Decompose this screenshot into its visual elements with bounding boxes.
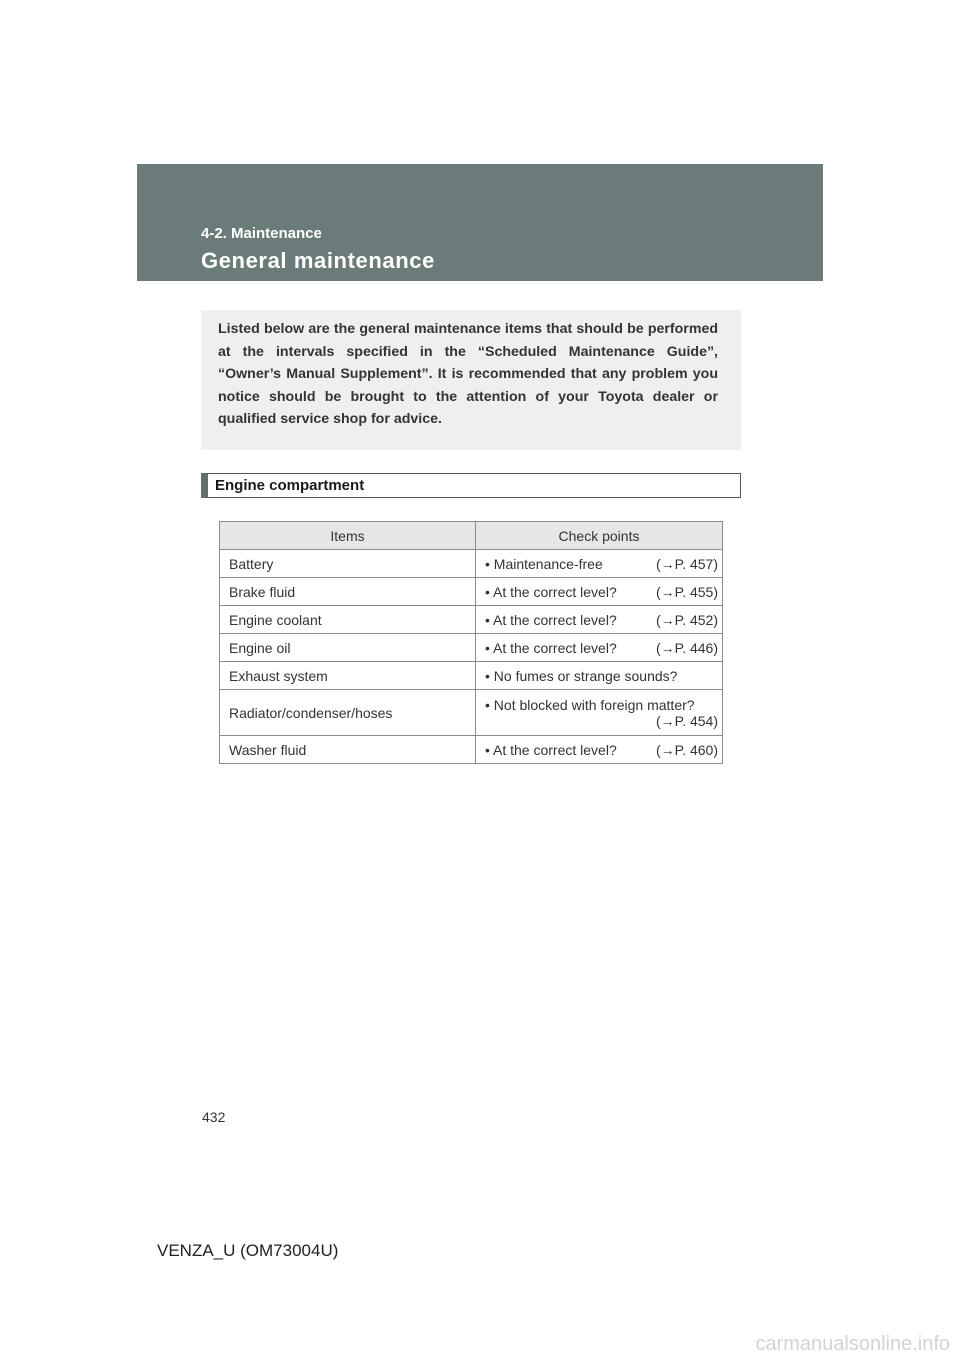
intro-box <box>201 310 741 450</box>
maintenance-table <box>219 521 723 764</box>
page-number: 432 <box>202 1109 226 1125</box>
table-row <box>220 578 723 606</box>
check-text: • At the correct level? <box>485 611 617 628</box>
check-text: • At the correct level? <box>485 741 617 758</box>
check-cell <box>476 690 723 736</box>
page-reference: (→P. 452) <box>656 611 718 628</box>
table-row <box>220 690 723 736</box>
check-text: • At the correct level? <box>485 583 617 600</box>
check-text: • Maintenance-free <box>485 555 603 572</box>
page-reference: (→P. 457) <box>656 555 718 572</box>
document-code: VENZA_U (OM73004U) <box>157 1241 339 1260</box>
section-label: 4-2. Maintenance <box>201 225 322 242</box>
check-cell <box>476 606 723 634</box>
table-row <box>220 662 723 690</box>
item-cell: Engine oil <box>220 634 476 662</box>
check-cell <box>476 736 723 764</box>
watermark: carmanualsonline.info <box>755 1333 950 1355</box>
page-reference: (→P. 455) <box>656 583 718 600</box>
page-title: General maintenance <box>201 248 435 273</box>
item-cell: Engine coolant <box>220 606 476 634</box>
table-header-row <box>220 522 723 550</box>
check-cell <box>476 634 723 662</box>
check-cell <box>476 550 723 578</box>
table-row <box>220 634 723 662</box>
check-cell <box>476 662 723 690</box>
column-header-check-points: Check points <box>476 522 723 550</box>
item-cell: Radiator/condenser/hoses <box>220 690 476 736</box>
page-reference: (→P. 460) <box>656 741 718 758</box>
page-reference: (→P. 446) <box>656 639 718 656</box>
check-text: • No fumes or strange sounds? <box>485 667 678 684</box>
item-cell: Battery <box>220 550 476 578</box>
item-cell: Exhaust system <box>220 662 476 690</box>
table-row <box>220 736 723 764</box>
page-reference: (→P. 454) <box>656 712 718 729</box>
check-text: • At the correct level? <box>485 639 617 656</box>
intro-text: Listed below are the general maintenance items that should be performed at the intervals specified in the “Scheduled Maintenance Guide”, “Owner’s Manual Supplement”. It is recommended that any problem you notice should be brought to the attention of your Toyota dealer or qualified service shop for advice. <box>218 321 718 428</box>
table-row <box>220 606 723 634</box>
header-band <box>137 164 823 281</box>
column-header-items: Items <box>220 522 476 550</box>
check-cell <box>476 578 723 606</box>
item-cell: Brake fluid <box>220 578 476 606</box>
section-heading: Engine compartment <box>201 473 741 498</box>
check-text: • Not blocked with foreign matter? <box>485 696 695 713</box>
item-cell: Washer fluid <box>220 736 476 764</box>
table-row <box>220 550 723 578</box>
